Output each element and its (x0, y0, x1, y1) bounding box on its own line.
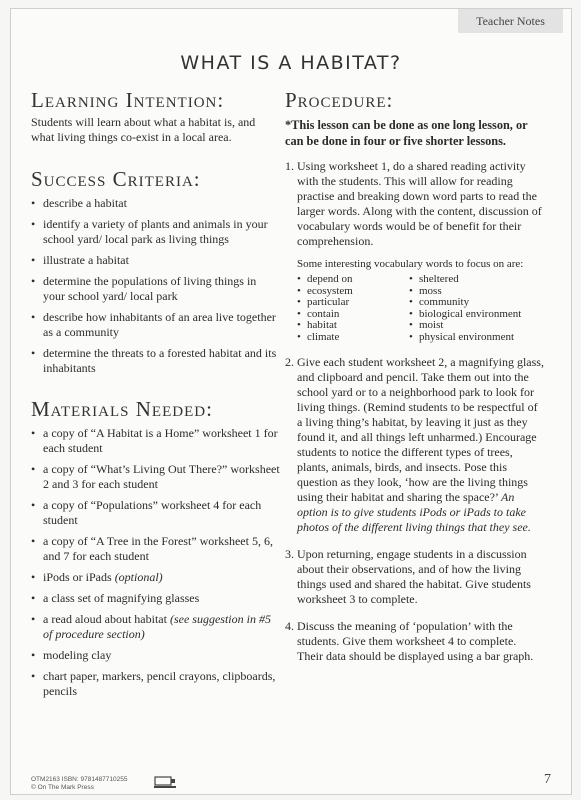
list-item: • chart paper, markers, pencil crayons, clipboards, pencils (31, 669, 281, 699)
step-number: 2. (285, 355, 294, 369)
step-text: Give each student worksheet 2, a magnifying glass, and clipboard and pencil. Take them out into the school yard or to a neighborhood park to look for living things. (Remind students to be respectful of a living thing’s habitat, by leaving it just as they found it, and all things left unharmed.) Encourage students to notice the different types of trees, plants, animals, birds, and insects. Pose this question as they look, ‘how are the living things using their habitat and sharing the space?’ (297, 355, 544, 504)
list-item (31, 612, 281, 642)
learning-intention-text: Students will learn about what a habitat is, and what living things co-exist in a local area. (31, 115, 256, 144)
list-item: • a copy of “A Habitat is a Home” worksheet 1 for each student (31, 426, 281, 456)
vocab-word: • biological environment (409, 309, 529, 321)
product-code: OTM2163 ISBN: 9781487710255 (31, 776, 128, 783)
step-number: 1. (285, 159, 294, 173)
vocab-word: • contain (297, 309, 409, 321)
vocab-word: • depend on (297, 274, 409, 286)
learning-intention-heading: Learning Intention: (31, 88, 225, 112)
copyright: © On The Mark Press (31, 784, 94, 791)
material-text: a read aloud about habitat (43, 612, 170, 626)
procedure-step (285, 619, 545, 664)
step-text: Discuss the meaning of ‘population’ with the students. Give them worksheet 4 to complete. Their data should be displayed using a bar graph. (297, 619, 534, 663)
materials-needed-heading: Materials Needed: (31, 397, 213, 421)
footer-info (31, 776, 127, 792)
success-criteria-list (31, 196, 281, 376)
procedure-heading: Procedure: (285, 88, 394, 112)
vocab-word: • community (409, 297, 529, 309)
right-column (285, 89, 545, 664)
vocab-word: • sheltered (409, 274, 529, 286)
list-item: • a class set of magnifying glasses (31, 591, 281, 606)
left-column (31, 89, 281, 699)
vocab-intro: Some interesting vocabulary words to focus on are: (297, 258, 524, 270)
vocab-word: • climate (297, 332, 409, 344)
procedure-step (285, 355, 545, 535)
procedure-step (285, 159, 545, 343)
procedure-list (285, 159, 545, 664)
list-item: • identify a variety of plants and animals in your school yard/ local park as living things (31, 217, 281, 247)
success-criteria-heading: Success Criteria: (31, 167, 201, 191)
step-text: Upon returning, engage students in a discussion about their observations, and of how the living things used and shared the habitat. Give students worksheet 3 to complete. (297, 547, 531, 606)
page-number: 7 (544, 772, 551, 787)
step-number: 3. (285, 547, 294, 561)
list-item: • a copy of “What’s Living Out There?” worksheet 2 and 3 for each student (31, 462, 281, 492)
material-note: (optional) (114, 570, 163, 584)
vocab-word: • ecosystem (297, 286, 409, 298)
list-item: • describe how inhabitants of an area live together as a community (31, 310, 281, 340)
vocab-word: • moss (409, 286, 529, 298)
step-text: Using worksheet 1, do a shared reading activity with the students. This will allow for reading practise and breaking down word parts to read the larger words. Along with the content, discussion of vocabulary words would be of benefit for their comprehension. (297, 159, 542, 248)
page-title: WHAT IS A HABITAT? (180, 52, 402, 74)
step-option-text: An option is to give students iPods or iPads to take photos of the different living things that they see. (297, 490, 531, 534)
vocab-word: • habitat (297, 320, 409, 332)
vocab-word: • moist (409, 320, 529, 332)
list-item: • determine the threats to a forested habitat and its inhabitants (31, 346, 281, 376)
list-item: • illustrate a habitat (31, 253, 281, 268)
list-item: • a copy of “A Tree in the Forest” worksheet 5, 6, and 7 for each student (31, 534, 281, 564)
vocab-word: • physical environment (409, 332, 529, 344)
list-item: • determine the populations of living things in your school yard/ local park (31, 274, 281, 304)
material-text: iPods or iPads (43, 570, 115, 584)
list-item: • describe a habitat (31, 196, 281, 211)
list-item: • modeling clay (31, 648, 281, 663)
list-item (31, 570, 281, 585)
procedure-step (285, 547, 545, 607)
material-note: (see suggestion in #5 of procedure section) (43, 612, 271, 641)
list-item: • a copy of “Populations” worksheet 4 for each student (31, 498, 281, 528)
step-number: 4. (285, 619, 294, 633)
worksheet-page (10, 8, 572, 795)
vocab-word: • particular (297, 297, 409, 309)
publisher-logo-icon (153, 775, 177, 789)
materials-list (31, 426, 281, 699)
teacher-notes-tab: Teacher Notes (458, 9, 563, 33)
lesson-note: *This lesson can be done as one long lesson, or can be done in four or five shorter lessons. (285, 118, 528, 148)
vocab-grid (297, 274, 545, 343)
